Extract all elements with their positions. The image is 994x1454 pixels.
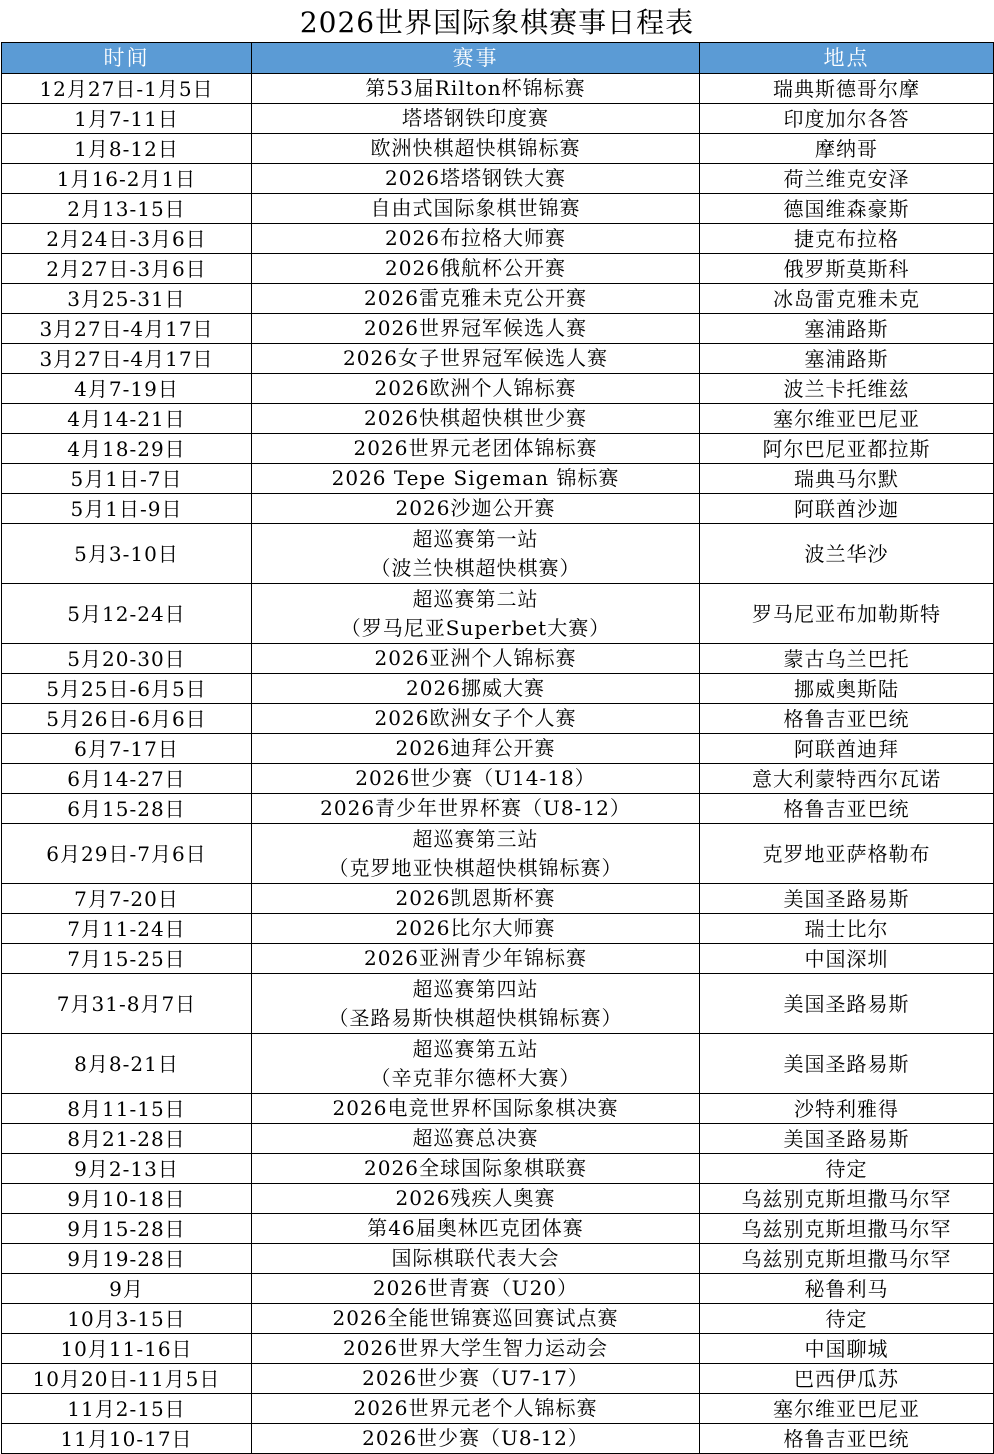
event-line: 2026世少赛（U14-18） [355, 766, 596, 790]
event-line: 2026女子世界冠军候选人赛 [343, 346, 608, 370]
event-cell [252, 1394, 700, 1424]
event-line: 2026世青赛（U20） [372, 1276, 579, 1300]
event-cell [252, 1334, 700, 1364]
time-cell: 10月3-15日 [2, 1304, 252, 1334]
column-header-location: 地点 [700, 43, 994, 74]
time-cell: 12月27日-1月5日 [2, 74, 252, 104]
event-cell [252, 1124, 700, 1154]
table-row [2, 254, 994, 284]
event-cell [252, 584, 700, 644]
table-row [2, 134, 994, 164]
event-cell [252, 74, 700, 104]
event-cell [252, 284, 700, 314]
location-cell: 蒙古乌兰巴托 [700, 644, 994, 674]
event-line: 2026快棋超快棋世少赛 [364, 406, 587, 430]
event-cell [252, 1094, 700, 1124]
header-row [2, 43, 994, 74]
event-line: 2026比尔大师赛 [395, 916, 556, 940]
event-cell [252, 1154, 700, 1184]
time-cell: 8月8-21日 [2, 1034, 252, 1094]
event-line: 2026世少赛（U7-17） [362, 1366, 589, 1390]
table-row [2, 344, 994, 374]
event-line: 2026青少年世界杯赛（U8-12） [320, 796, 631, 820]
time-cell: 4月7-19日 [2, 374, 252, 404]
event-cell [252, 194, 700, 224]
time-cell: 2月27日-3月6日 [2, 254, 252, 284]
table-row [2, 74, 994, 104]
location-cell: 美国圣路易斯 [700, 1124, 994, 1154]
event-cell [252, 524, 700, 584]
table-row [2, 314, 994, 344]
event-line: 2026布拉格大师赛 [385, 226, 566, 250]
event-line: 2026世界元老个人锦标赛 [353, 1396, 598, 1420]
table-row [2, 974, 994, 1034]
table-row [2, 524, 994, 584]
event-line: 塔塔钢铁印度赛 [402, 106, 549, 130]
table-row [2, 644, 994, 674]
event-cell [252, 914, 700, 944]
location-cell: 秘鲁利马 [700, 1274, 994, 1304]
event-cell [252, 434, 700, 464]
event-line: 2026欧洲女子个人赛 [374, 706, 577, 730]
event-line: （克罗地亚快棋超快棋锦标赛） [328, 855, 623, 880]
table-row [2, 1184, 994, 1214]
location-cell: 待定 [700, 1304, 994, 1334]
event-cell [252, 824, 700, 884]
event-cell [252, 794, 700, 824]
location-cell: 罗马尼亚布加勒斯特 [700, 584, 994, 644]
time-cell: 10月11-16日 [2, 1334, 252, 1364]
event-cell [252, 674, 700, 704]
location-cell: 格鲁吉亚巴统 [700, 704, 994, 734]
table-row [2, 1334, 994, 1364]
event-line: （波兰快棋超快棋赛） [370, 555, 581, 580]
table-row [2, 1304, 994, 1334]
event-line: 2026全球国际象棋联赛 [364, 1156, 587, 1180]
event-line: 超巡赛第五站 [412, 1036, 539, 1061]
location-cell: 塞尔维亚巴尼亚 [700, 404, 994, 434]
event-cell [252, 764, 700, 794]
time-cell: 5月25日-6月5日 [2, 674, 252, 704]
table-row [2, 944, 994, 974]
table-row [2, 1034, 994, 1094]
time-cell: 8月11-15日 [2, 1094, 252, 1124]
location-cell: 德国维森豪斯 [700, 194, 994, 224]
event-cell [252, 1214, 700, 1244]
time-cell: 6月14-27日 [2, 764, 252, 794]
event-line: 超巡赛第三站 [412, 826, 539, 851]
table-row [2, 224, 994, 254]
table-row [2, 1394, 994, 1424]
table-row [2, 1094, 994, 1124]
event-line: （圣路易斯快棋超快棋锦标赛） [328, 1005, 623, 1030]
location-cell: 塞浦路斯 [700, 344, 994, 374]
event-line: 超巡赛第一站 [412, 526, 539, 551]
location-cell: 待定 [700, 1154, 994, 1184]
location-cell: 中国深圳 [700, 944, 994, 974]
event-cell [252, 314, 700, 344]
time-cell: 4月18-29日 [2, 434, 252, 464]
time-cell: 1月7-11日 [2, 104, 252, 134]
time-cell: 6月15-28日 [2, 794, 252, 824]
location-cell: 乌兹别克斯坦撒马尔罕 [700, 1214, 994, 1244]
table-row [2, 1424, 994, 1454]
event-line: 2026欧洲个人锦标赛 [374, 376, 577, 400]
event-cell [252, 1034, 700, 1094]
location-cell: 俄罗斯莫斯科 [700, 254, 994, 284]
location-cell: 阿尔巴尼亚都拉斯 [700, 434, 994, 464]
event-line: 2026凯恩斯杯赛 [395, 886, 556, 910]
time-cell: 7月31-8月7日 [2, 974, 252, 1034]
event-cell [252, 464, 700, 494]
location-cell: 美国圣路易斯 [700, 1034, 994, 1094]
time-cell: 11月2-15日 [2, 1394, 252, 1424]
event-cell [252, 644, 700, 674]
location-cell: 格鲁吉亚巴统 [700, 1424, 994, 1454]
event-cell [252, 134, 700, 164]
time-cell: 11月10-17日 [2, 1424, 252, 1454]
time-cell: 4月14-21日 [2, 404, 252, 434]
location-cell: 中国聊城 [700, 1334, 994, 1364]
time-cell: 1月8-12日 [2, 134, 252, 164]
event-cell [252, 704, 700, 734]
event-line: 超巡赛第四站 [412, 976, 539, 1001]
time-cell: 5月3-10日 [2, 524, 252, 584]
location-cell: 瑞典马尔默 [700, 464, 994, 494]
event-cell [252, 1304, 700, 1334]
location-cell: 格鲁吉亚巴统 [700, 794, 994, 824]
event-line: 2026迪拜公开赛 [395, 736, 556, 760]
event-line: 2026 Tepe Sigeman 锦标赛 [331, 466, 620, 490]
location-cell: 捷克布拉格 [700, 224, 994, 254]
event-cell [252, 404, 700, 434]
table-row [2, 914, 994, 944]
event-cell [252, 974, 700, 1034]
table-row [2, 104, 994, 134]
time-cell: 9月15-28日 [2, 1214, 252, 1244]
table-row [2, 404, 994, 434]
event-line: 2026亚洲青少年锦标赛 [364, 946, 587, 970]
table-row [2, 1214, 994, 1244]
location-cell: 阿联酋沙迦 [700, 494, 994, 524]
time-cell: 5月1日-9日 [2, 494, 252, 524]
event-line: 2026挪威大赛 [406, 676, 545, 700]
event-cell [252, 1244, 700, 1274]
time-cell: 9月10-18日 [2, 1184, 252, 1214]
location-cell: 塞尔维亚巴尼亚 [700, 1394, 994, 1424]
event-line: 第53届Rilton杯锦标赛 [365, 76, 586, 100]
event-line: 第46届奥林匹克团体赛 [367, 1216, 584, 1240]
table-row [2, 1244, 994, 1274]
time-cell: 7月7-20日 [2, 884, 252, 914]
location-cell: 瑞士比尔 [700, 914, 994, 944]
location-cell: 美国圣路易斯 [700, 974, 994, 1034]
event-line: 欧洲快棋超快棋锦标赛 [370, 136, 581, 160]
time-cell: 6月7-17日 [2, 734, 252, 764]
event-cell [252, 884, 700, 914]
time-cell: 3月25-31日 [2, 284, 252, 314]
time-cell: 7月15-25日 [2, 944, 252, 974]
table-row [2, 434, 994, 464]
event-line: 2026亚洲个人锦标赛 [374, 646, 577, 670]
table-row [2, 584, 994, 644]
location-cell: 冰岛雷克雅未克 [700, 284, 994, 314]
table-row [2, 1124, 994, 1154]
location-cell: 挪威奥斯陆 [700, 674, 994, 704]
event-cell [252, 374, 700, 404]
event-cell [252, 734, 700, 764]
table-row [2, 194, 994, 224]
time-cell: 9月19-28日 [2, 1244, 252, 1274]
event-line: 国际棋联代表大会 [391, 1246, 560, 1270]
location-cell: 克罗地亚萨格勒布 [700, 824, 994, 884]
location-cell: 荷兰维克安泽 [700, 164, 994, 194]
event-cell [252, 494, 700, 524]
table-row [2, 464, 994, 494]
event-line: 2026世界元老团体锦标赛 [353, 436, 598, 460]
event-line: 2026世界冠军候选人赛 [364, 316, 587, 340]
time-cell: 7月11-24日 [2, 914, 252, 944]
event-line: 2026雷克雅未克公开赛 [364, 286, 587, 310]
schedule-table [1, 42, 994, 1454]
event-line: 2026塔塔钢铁大赛 [385, 166, 566, 190]
location-cell: 意大利蒙特西尔瓦诺 [700, 764, 994, 794]
event-line: 2026沙迦公开赛 [395, 496, 556, 520]
event-cell [252, 1184, 700, 1214]
time-cell: 2月13-15日 [2, 194, 252, 224]
time-cell: 10月20日-11月5日 [2, 1364, 252, 1394]
location-cell: 沙特利雅得 [700, 1094, 994, 1124]
location-cell: 波兰卡托维兹 [700, 374, 994, 404]
event-cell [252, 254, 700, 284]
time-cell: 6月29日-7月6日 [2, 824, 252, 884]
event-line: 超巡赛总决赛 [412, 1126, 539, 1150]
time-cell: 3月27日-4月17日 [2, 344, 252, 374]
time-cell: 3月27日-4月17日 [2, 314, 252, 344]
location-cell: 乌兹别克斯坦撒马尔罕 [700, 1184, 994, 1214]
location-cell: 阿联酋迪拜 [700, 734, 994, 764]
table-row [2, 674, 994, 704]
table-row [2, 284, 994, 314]
table-row [2, 794, 994, 824]
event-cell [252, 1424, 700, 1454]
table-row [2, 374, 994, 404]
table-row [2, 494, 994, 524]
time-cell: 5月26日-6月6日 [2, 704, 252, 734]
event-cell [252, 944, 700, 974]
event-cell [252, 224, 700, 254]
table-row [2, 1364, 994, 1394]
table-row [2, 164, 994, 194]
column-header-time: 时间 [2, 43, 252, 74]
event-line: （辛克菲尔德杯大赛） [370, 1065, 581, 1090]
event-line: 2026俄航杯公开赛 [385, 256, 566, 280]
event-line: 2026残疾人奥赛 [395, 1186, 556, 1210]
time-cell: 5月12-24日 [2, 584, 252, 644]
time-cell: 1月16-2月1日 [2, 164, 252, 194]
page-title: 2026世界国际象棋赛事日程表 [299, 6, 695, 39]
table-row [2, 1274, 994, 1304]
table-row [2, 824, 994, 884]
column-header-event: 赛事 [252, 43, 700, 74]
event-line: 超巡赛第二站 [412, 586, 539, 611]
location-cell: 摩纳哥 [700, 134, 994, 164]
time-cell: 9月 [2, 1274, 252, 1304]
table-row [2, 764, 994, 794]
table-row [2, 1154, 994, 1184]
location-cell: 乌兹别克斯坦撒马尔罕 [700, 1244, 994, 1274]
event-cell [252, 1274, 700, 1304]
event-cell [252, 344, 700, 374]
location-cell: 美国圣路易斯 [700, 884, 994, 914]
event-line: 2026电竞世界杯国际象棋决赛 [332, 1096, 619, 1120]
location-cell: 印度加尔各答 [700, 104, 994, 134]
time-cell: 5月1日-7日 [2, 464, 252, 494]
event-cell [252, 1364, 700, 1394]
location-cell: 瑞典斯德哥尔摩 [700, 74, 994, 104]
time-cell: 8月21-28日 [2, 1124, 252, 1154]
table-row [2, 734, 994, 764]
location-cell: 塞浦路斯 [700, 314, 994, 344]
event-line: 2026全能世锦赛巡回赛试点赛 [332, 1306, 619, 1330]
time-cell: 2月24日-3月6日 [2, 224, 252, 254]
time-cell: 5月20-30日 [2, 644, 252, 674]
event-line: （罗马尼亚Superbet大赛） [340, 615, 611, 640]
event-line: 2026世少赛（U8-12） [362, 1426, 589, 1450]
event-line: 2026世界大学生智力运动会 [343, 1336, 608, 1360]
table-row [2, 884, 994, 914]
event-line: 自由式国际象棋世锦赛 [370, 196, 581, 220]
event-cell [252, 104, 700, 134]
table-row [2, 704, 994, 734]
time-cell: 9月2-13日 [2, 1154, 252, 1184]
location-cell: 巴西伊瓜苏 [700, 1364, 994, 1394]
location-cell: 波兰华沙 [700, 524, 994, 584]
event-cell [252, 164, 700, 194]
